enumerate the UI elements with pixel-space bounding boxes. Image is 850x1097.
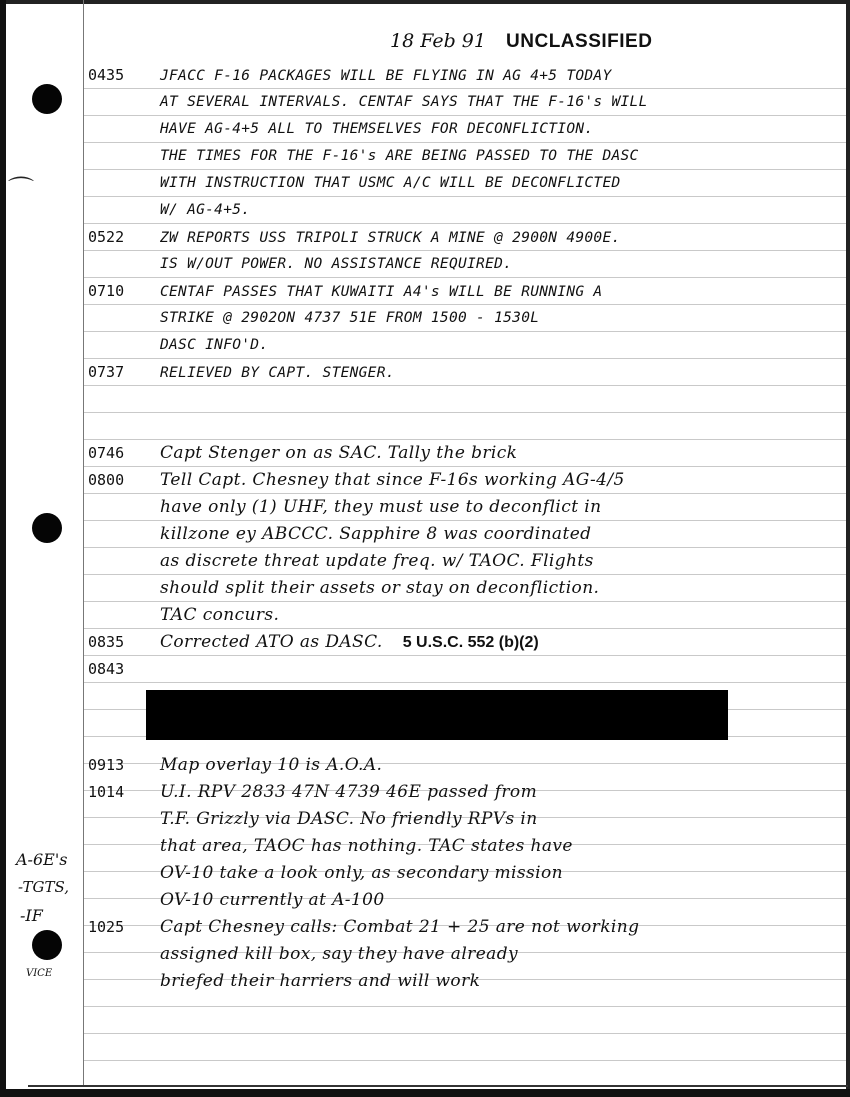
entry-text: HAVE AG-4+5 ALL TO THEMSELVES FOR DECONFLICTION.	[160, 121, 594, 137]
log-entry	[84, 752, 824, 779]
entry-time: 1025	[88, 918, 125, 936]
entry-text: should split their assets or stay on deconfliction.	[160, 578, 600, 598]
log-entry	[84, 467, 824, 629]
entry-text: Capt Chesney calls: Combat 21 + 25 are not working	[160, 917, 640, 937]
entry-time: 0435	[88, 66, 125, 84]
foia-exemption-citation: 5 U.S.C. 552 (b)(2)	[402, 634, 539, 651]
entry-time: 0843	[88, 660, 125, 678]
entry-text: have only (1) UHF, they must use to deconflict in	[160, 497, 602, 517]
log-entry	[84, 62, 824, 224]
page-border-left	[0, 0, 6, 1097]
redaction-block	[146, 690, 728, 740]
entry-time: 1014	[88, 783, 125, 801]
entry-text: DASC INFO'D.	[160, 337, 269, 353]
log-entry	[84, 440, 824, 467]
entry-time: 0746	[88, 444, 125, 462]
entry-text: TAC concurs.	[160, 605, 280, 625]
entry-text: U.I. RPV 2833 47N 4739 46E passed from	[160, 782, 538, 802]
entry-text: JFACC F-16 PACKAGES WILL BE FLYING IN AG 4+5 TODAY	[160, 68, 612, 84]
classification-label: UNCLASSIFIED	[506, 31, 653, 52]
entry-text: AT SEVERAL INTERVALS. CENTAF SAYS THAT THE F-16's WILL	[160, 94, 648, 110]
entry-time: 0800	[88, 471, 125, 489]
ruled-line	[84, 1033, 846, 1034]
entry-text: as discrete threat update freq. w/ TAOC. Flights	[160, 551, 594, 571]
entry-text: ZW REPORTS USS TRIPOLI STRUCK A MINE @ 2900N 4900E.	[160, 230, 621, 246]
margin-note: -IF	[20, 906, 43, 925]
ruled-line	[84, 412, 846, 413]
page-border-right	[846, 0, 850, 1097]
entry-text: Tell Capt. Chesney that since F-16s working AG-4/5	[160, 470, 625, 490]
margin-note: A-6E's	[16, 850, 68, 869]
log-section-handwritten-late	[84, 752, 824, 995]
entry-text: THE TIMES FOR THE F-16's ARE BEING PASSED TO THE DASC	[160, 148, 639, 164]
entry-text: T.F. Grizzly via DASC. No friendly RPVs in	[160, 809, 538, 829]
log-entry	[84, 224, 824, 278]
log-entry	[84, 278, 824, 359]
header-date: 18 Feb 91	[390, 30, 486, 52]
entry-text: that area, TAOC has nothing. TAC states have	[160, 836, 573, 856]
entry-text: OV-10 currently at A-100	[160, 890, 385, 910]
entry-text: briefed their harriers and will work	[160, 971, 481, 991]
entry-text: W/ AG-4+5.	[160, 202, 251, 218]
entry-text: OV-10 take a look only, as secondary mission	[160, 863, 563, 883]
log-entry	[84, 779, 824, 914]
entry-time: 0710	[88, 282, 125, 300]
entry-text: killzone ey ABCCC. Sapphire 8 was coordinated	[160, 524, 592, 544]
margin-note: -TGTS,	[18, 878, 70, 896]
punch-hole-bottom	[32, 930, 62, 960]
margin-note: VICE	[26, 968, 53, 979]
entry-time: 0737	[88, 363, 125, 381]
entry-text: STRIKE @ 2902ON 4737 51E FROM 1500 - 1530L	[160, 310, 540, 326]
entry-text: IS W/OUT POWER. NO ASSISTANCE REQUIRED.	[160, 256, 513, 272]
punch-hole-top	[32, 84, 62, 114]
entry-time: 0522	[88, 228, 125, 246]
page-bottom-rule	[28, 1085, 848, 1087]
entry-time: 0835	[88, 633, 125, 651]
entry-text: CENTAF PASSES THAT KUWAITI A4's WILL BE RUNNING A	[160, 284, 603, 300]
entry-text: Capt Stenger on as SAC. Tally the brick	[160, 443, 518, 463]
entry-text: Corrected ATO as DASC.	[160, 632, 383, 652]
entry-text: RELIEVED BY CAPT. STENGER.	[160, 365, 395, 381]
margin-tick-mark: ⌒	[8, 176, 35, 206]
page-border-bottom	[0, 1089, 850, 1097]
log-entry	[84, 359, 824, 386]
entry-time: 0913	[88, 756, 125, 774]
log-entry	[84, 656, 824, 683]
ruled-line	[84, 1060, 846, 1061]
ruled-line	[84, 1006, 846, 1007]
page-border-top	[0, 0, 850, 4]
entry-text: Map overlay 10 is A.O.A.	[160, 755, 383, 775]
log-section-handwritten	[84, 440, 824, 683]
log-entry	[84, 914, 824, 995]
page-header	[390, 30, 810, 53]
punch-hole-middle	[32, 513, 62, 543]
log-section-caps	[84, 62, 824, 386]
entry-text: assigned kill box, say they have already	[160, 944, 518, 964]
log-entry	[84, 629, 824, 656]
entry-text: WITH INSTRUCTION THAT USMC A/C WILL BE DECONFLICTED	[160, 175, 621, 191]
